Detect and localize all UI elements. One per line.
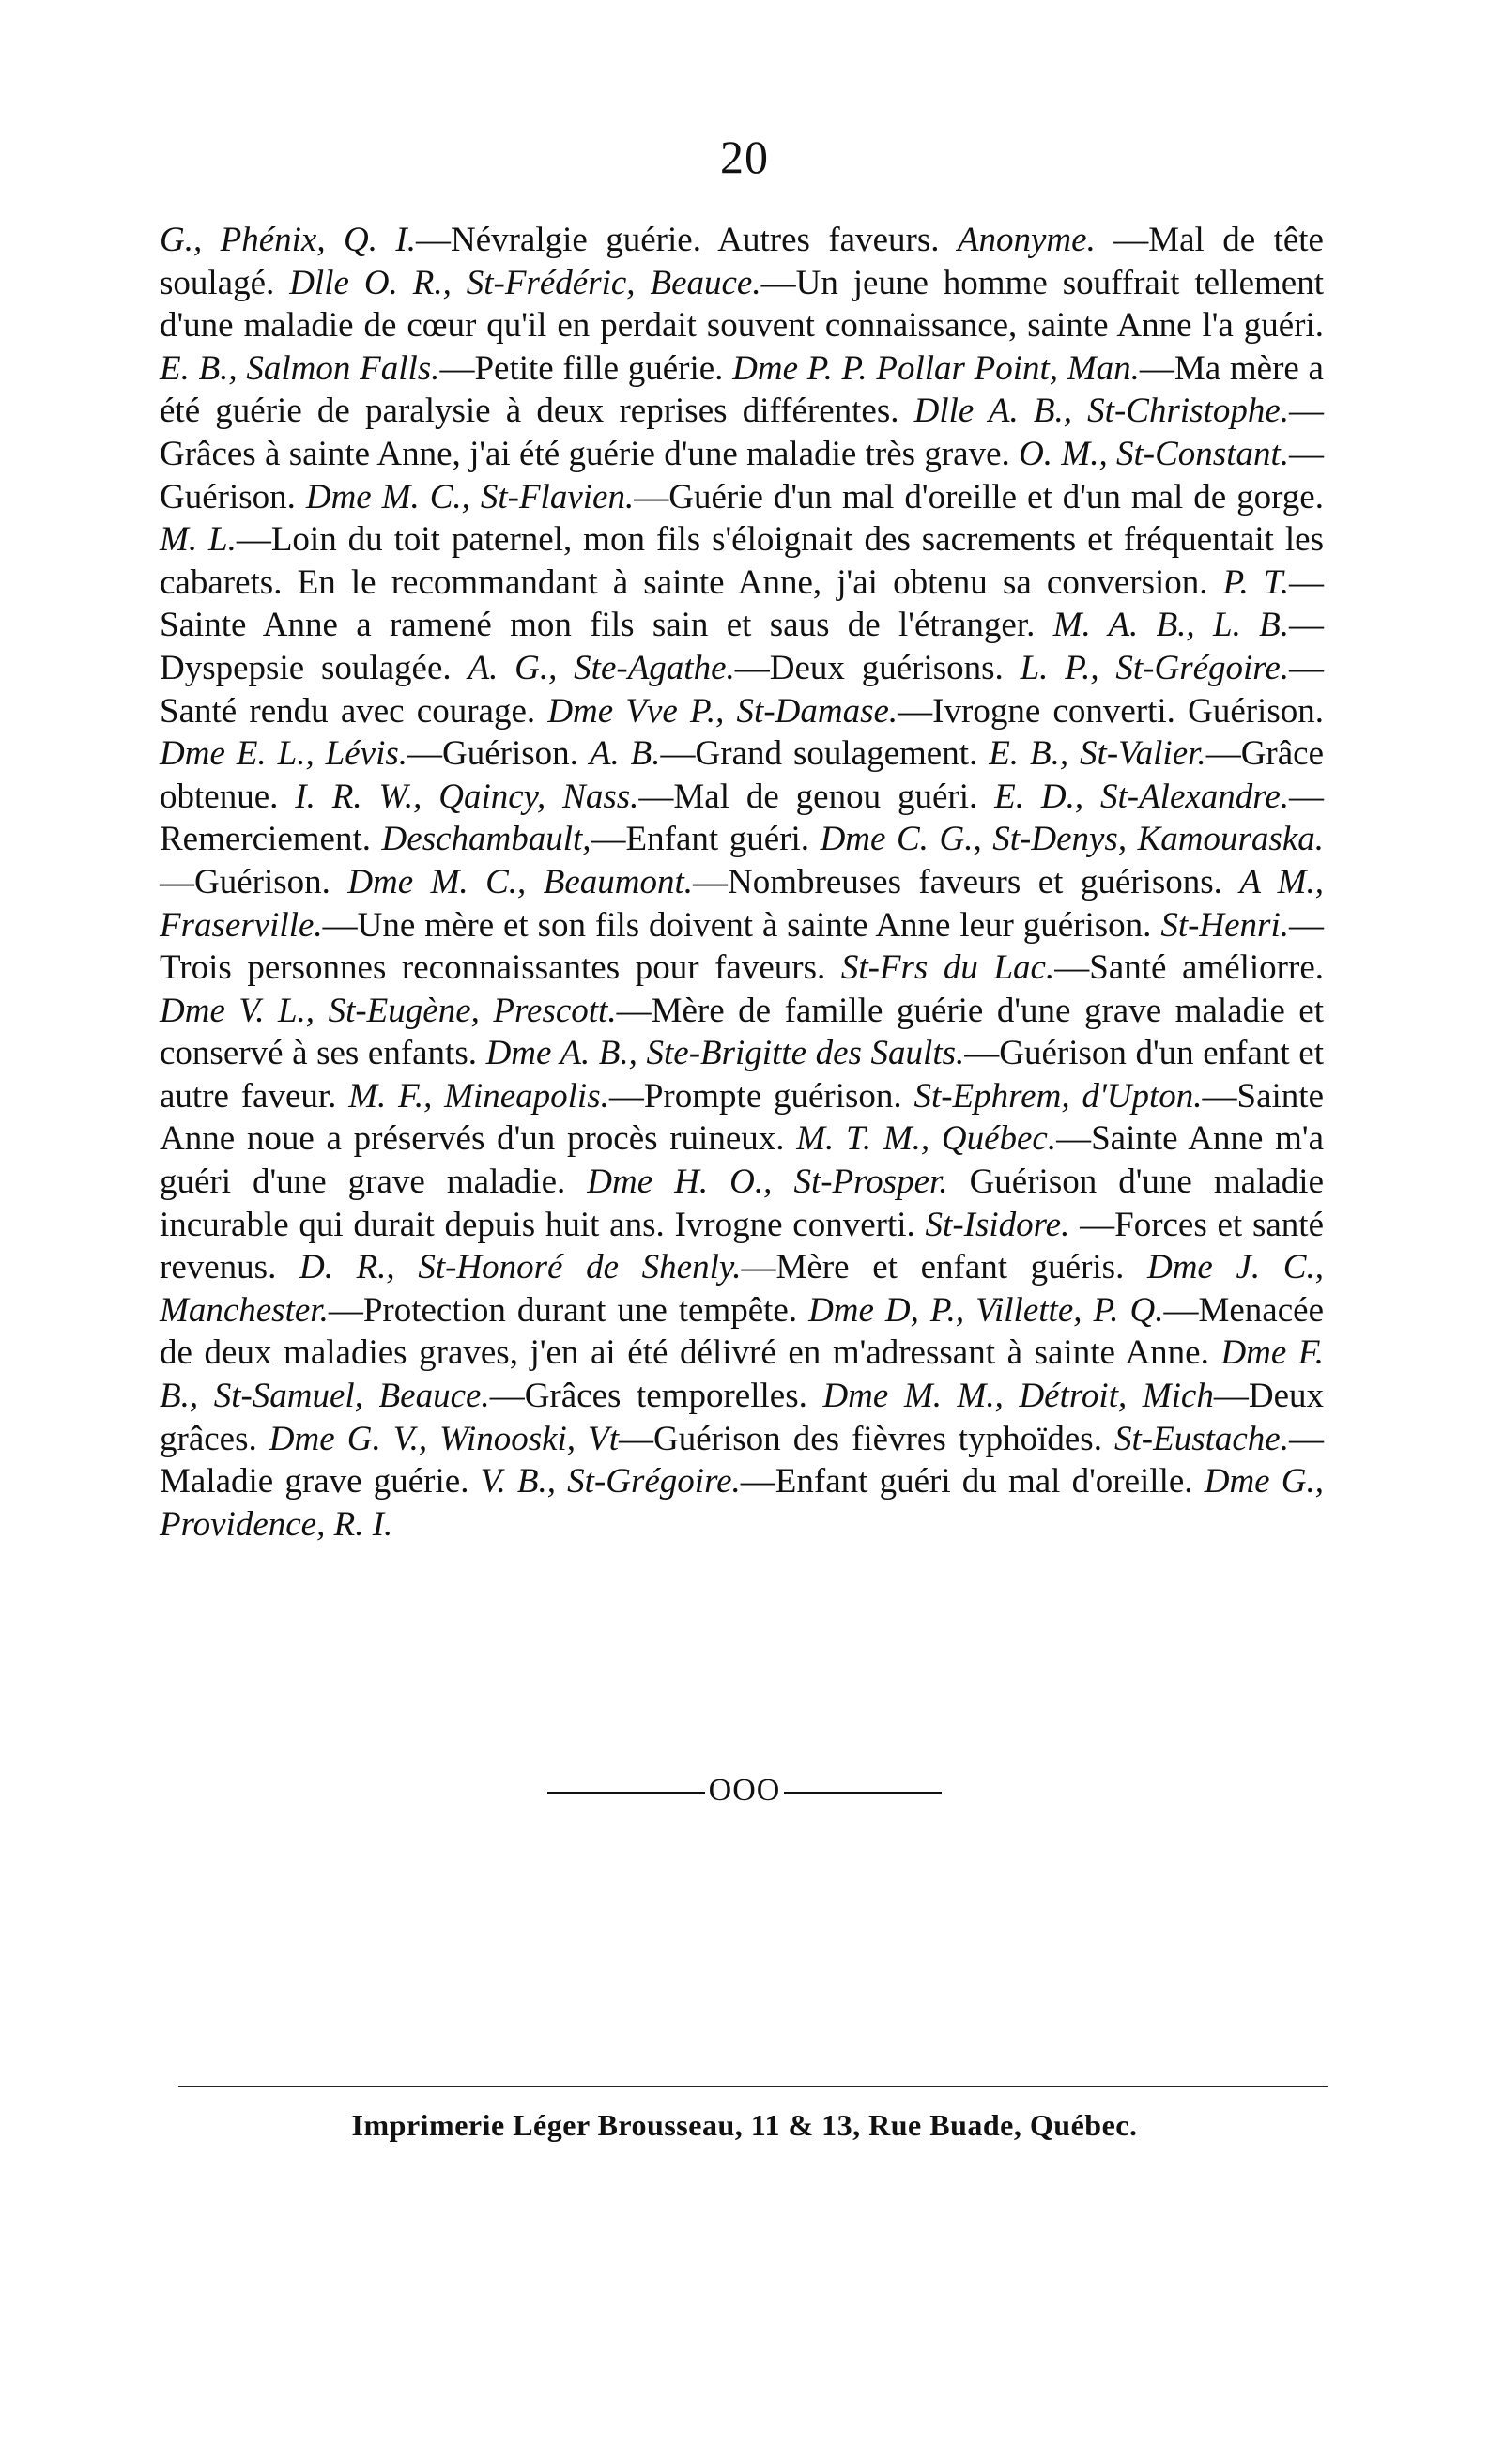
entry-attribution: Dme G., Providence, R. I. (160, 1462, 1324, 1544)
entry-text: —Sainte Anne m'a guéri d'une grave maladie. (160, 1119, 1324, 1202)
entry-attribution: E. D., St-Alexandre. (994, 777, 1289, 816)
entry-attribution: Dlle O. R., St-Frédéric, Beauce. (289, 263, 761, 302)
entry-text: —Ivrogne converti. Guérison. (898, 691, 1324, 731)
entry-text: —Prompte guérison. (608, 1076, 914, 1116)
entry-text: —Deux guérisons. (734, 648, 1021, 687)
separator-mark: OOO (708, 1773, 781, 1808)
entry-attribution: Dme D, P., Villette, P. Q. (808, 1290, 1164, 1330)
entry-attribution: Dme H. O., St-Prosper. (587, 1163, 948, 1202)
entry-text: Guérison d'une maladie incurable qui durait depuis huit ans. Ivrogne converti. (160, 1163, 1324, 1244)
entry-text: —Mal de genou guéri. (638, 777, 995, 816)
entry-attribution: P. T. (1222, 562, 1289, 602)
entry-attribution: D. R., St-Honoré de Shenly. (299, 1248, 742, 1287)
entry-text: —Grâces temporelles. (489, 1377, 823, 1416)
entry-text: —Sainte Anne noue a préservés d'un procès ruineux. (160, 1076, 1324, 1159)
body-text (160, 219, 1324, 1546)
entry-text: —Une mère et son fils doivent à sainte Anne leur guérison. (322, 905, 1161, 945)
entry-text: —Remerciement. (160, 777, 1324, 859)
entry-attribution: Dme E. L., Lévis. (160, 734, 408, 774)
entry-text: —Trois personnes reconnaissantes pour faveurs. (160, 905, 1324, 988)
entry-text: —Santé rendu avec courage. (160, 648, 1324, 731)
printer-imprint: Imprimerie Léger Brousseau, 11 & 13, Rue Buade, Québec. (351, 2108, 1138, 2142)
entry-text: —Névralgie guérie. Autres faveurs. (415, 221, 958, 259)
entry-text: —Petite fille guérie. (439, 348, 733, 388)
separator-rule-left (547, 1792, 705, 1794)
entry-attribution: M. F., Mineapolis. (348, 1076, 609, 1116)
entry-text: —Mère de famille guérie d'une grave maladie et conservé à ses enfants. (160, 991, 1324, 1073)
entry-attribution: Dme C. G., St-Denys, Kamouraska. (820, 820, 1324, 859)
entry-attribution: Dme P. P. Pollar Point, Man. (732, 348, 1140, 388)
entry-attribution: V. B., St-Grégoire. (480, 1462, 741, 1502)
entry-text: —Menacée de deux maladies graves, j'en ai été délivré en m'adressant à sainte Anne. (160, 1290, 1324, 1373)
entry-attribution: St-Frs du Lac. (840, 948, 1055, 988)
entry-text: —Ma mère a été guérie de paralysie à deux reprises différentes. (160, 348, 1324, 431)
entry-text: —Forces et santé revenus. (160, 1205, 1324, 1287)
entry-text: —Guérie d'un mal d'oreille et d'un mal de gorge. (634, 477, 1324, 516)
entry-attribution: M. T. M., Québec. (796, 1119, 1057, 1159)
entry-attribution: M. A. B., L. B. (1052, 606, 1289, 645)
entry-attribution: St-Eustache. (1114, 1419, 1289, 1458)
entry-text: —Nombreuses faveurs et guérisons. (693, 862, 1240, 901)
entry-attribution: Dme J. C., Manchester. (160, 1248, 1324, 1330)
entry-attribution: E. B., St-Valier. (989, 734, 1206, 774)
entry-text: —Un jeune homme souffrait tellement d'une maladie de cœur qu'il en perdait souvent connaissance, sainte Anne l'a guéri. (160, 263, 1324, 346)
entry-text: —Protection durant une tempête. (328, 1290, 809, 1330)
entry-text: —Mère et enfant guéris. (741, 1248, 1147, 1287)
entry-attribution: Deschambault, (381, 820, 591, 859)
entry-text: —Guérison d'un enfant et autre faveur. (160, 1034, 1324, 1116)
entry-attribution: O. M., St-Constant. (1019, 434, 1289, 473)
entry-text: —Guérison. (160, 434, 1324, 516)
entry-attribution: Dme V. L., St-Eugène, Prescott. (160, 991, 617, 1030)
entry-attribution: Dme M. C., St-Flavien. (305, 477, 635, 516)
entry-attribution: A M., Fraserville. (160, 862, 1325, 945)
entry-text: —Enfant guéri. (591, 820, 821, 859)
entry-attribution: St-Ephrem, d'Upton. (913, 1076, 1203, 1116)
entry-text: —Mal de tête soulagé. (160, 221, 1324, 302)
entry-attribution: G., Phénix, Q. I. (160, 221, 416, 259)
entry-attribution: E. B., Salmon Falls. (160, 348, 440, 388)
page-number: 20 (720, 131, 769, 183)
entry-text: —Dyspepsie soulagée. (160, 606, 1324, 687)
entry-text: —Grand soulagement. (660, 734, 990, 774)
entry-attribution: Dme F. B., St-Samuel, Beauce. (160, 1333, 1324, 1416)
entry-attribution: M. L. (160, 520, 237, 560)
entry-attribution: A. G., Ste-Agathe. (468, 648, 735, 687)
footer-rule (178, 2086, 1328, 2087)
entry-text: —Guérison. (407, 734, 590, 774)
entry-text: —Guérison des fièvres typhoïdes. (619, 1419, 1114, 1458)
entry-attribution: St-Henri. (1160, 905, 1289, 945)
entry-attribution: Dme Vve P., St-Damase. (547, 691, 898, 731)
entry-attribution: Dme M. C., Beaumont. (347, 862, 693, 901)
entry-text: —Enfant guéri du mal d'oreille. (740, 1462, 1205, 1502)
separator-rule-right (784, 1792, 942, 1794)
separator (0, 1773, 1489, 1809)
entry-attribution: Dme A. B., Ste-Brigitte des Saults. (485, 1034, 965, 1073)
entry-text: —Deux grâces. (160, 1377, 1324, 1458)
entry-attribution: St-Isidore. (925, 1205, 1070, 1244)
entry-attribution: L. P., St-Grégoire. (1020, 648, 1289, 687)
entry-text: —Grâces à sainte Anne, j'ai été guérie d'une maladie très grave. (160, 392, 1324, 473)
entry-text: —Maladie grave guérie. (160, 1419, 1324, 1502)
entry-attribution: A. B. (589, 734, 661, 774)
entry-attribution: Dme G. V., Winooski, Vt (269, 1419, 619, 1458)
entry-text: —Santé améliorre. (1054, 948, 1324, 988)
entry-text: —Grâce obtenue. (160, 734, 1324, 816)
entry-attribution: I. R. W., Qaincy, Nass. (295, 777, 639, 816)
entry-text: —Sainte Anne a ramené mon fils sain et saus de l'étranger. (160, 562, 1324, 645)
entry-text: —Guérison. (160, 862, 348, 901)
entry-attribution: Dme M. M., Détroit, Mich (822, 1377, 1214, 1416)
entry-attribution: Anonyme. (957, 221, 1096, 259)
entry-text: —Loin du toit paternel, mon fils s'éloignait des sacrements et fréquentait les cabarets. En le recommandant à sainte Anne, j'ai obtenu sa conversion. (160, 520, 1324, 602)
entry-attribution: Dlle A. B., St-Christophe. (913, 392, 1289, 431)
